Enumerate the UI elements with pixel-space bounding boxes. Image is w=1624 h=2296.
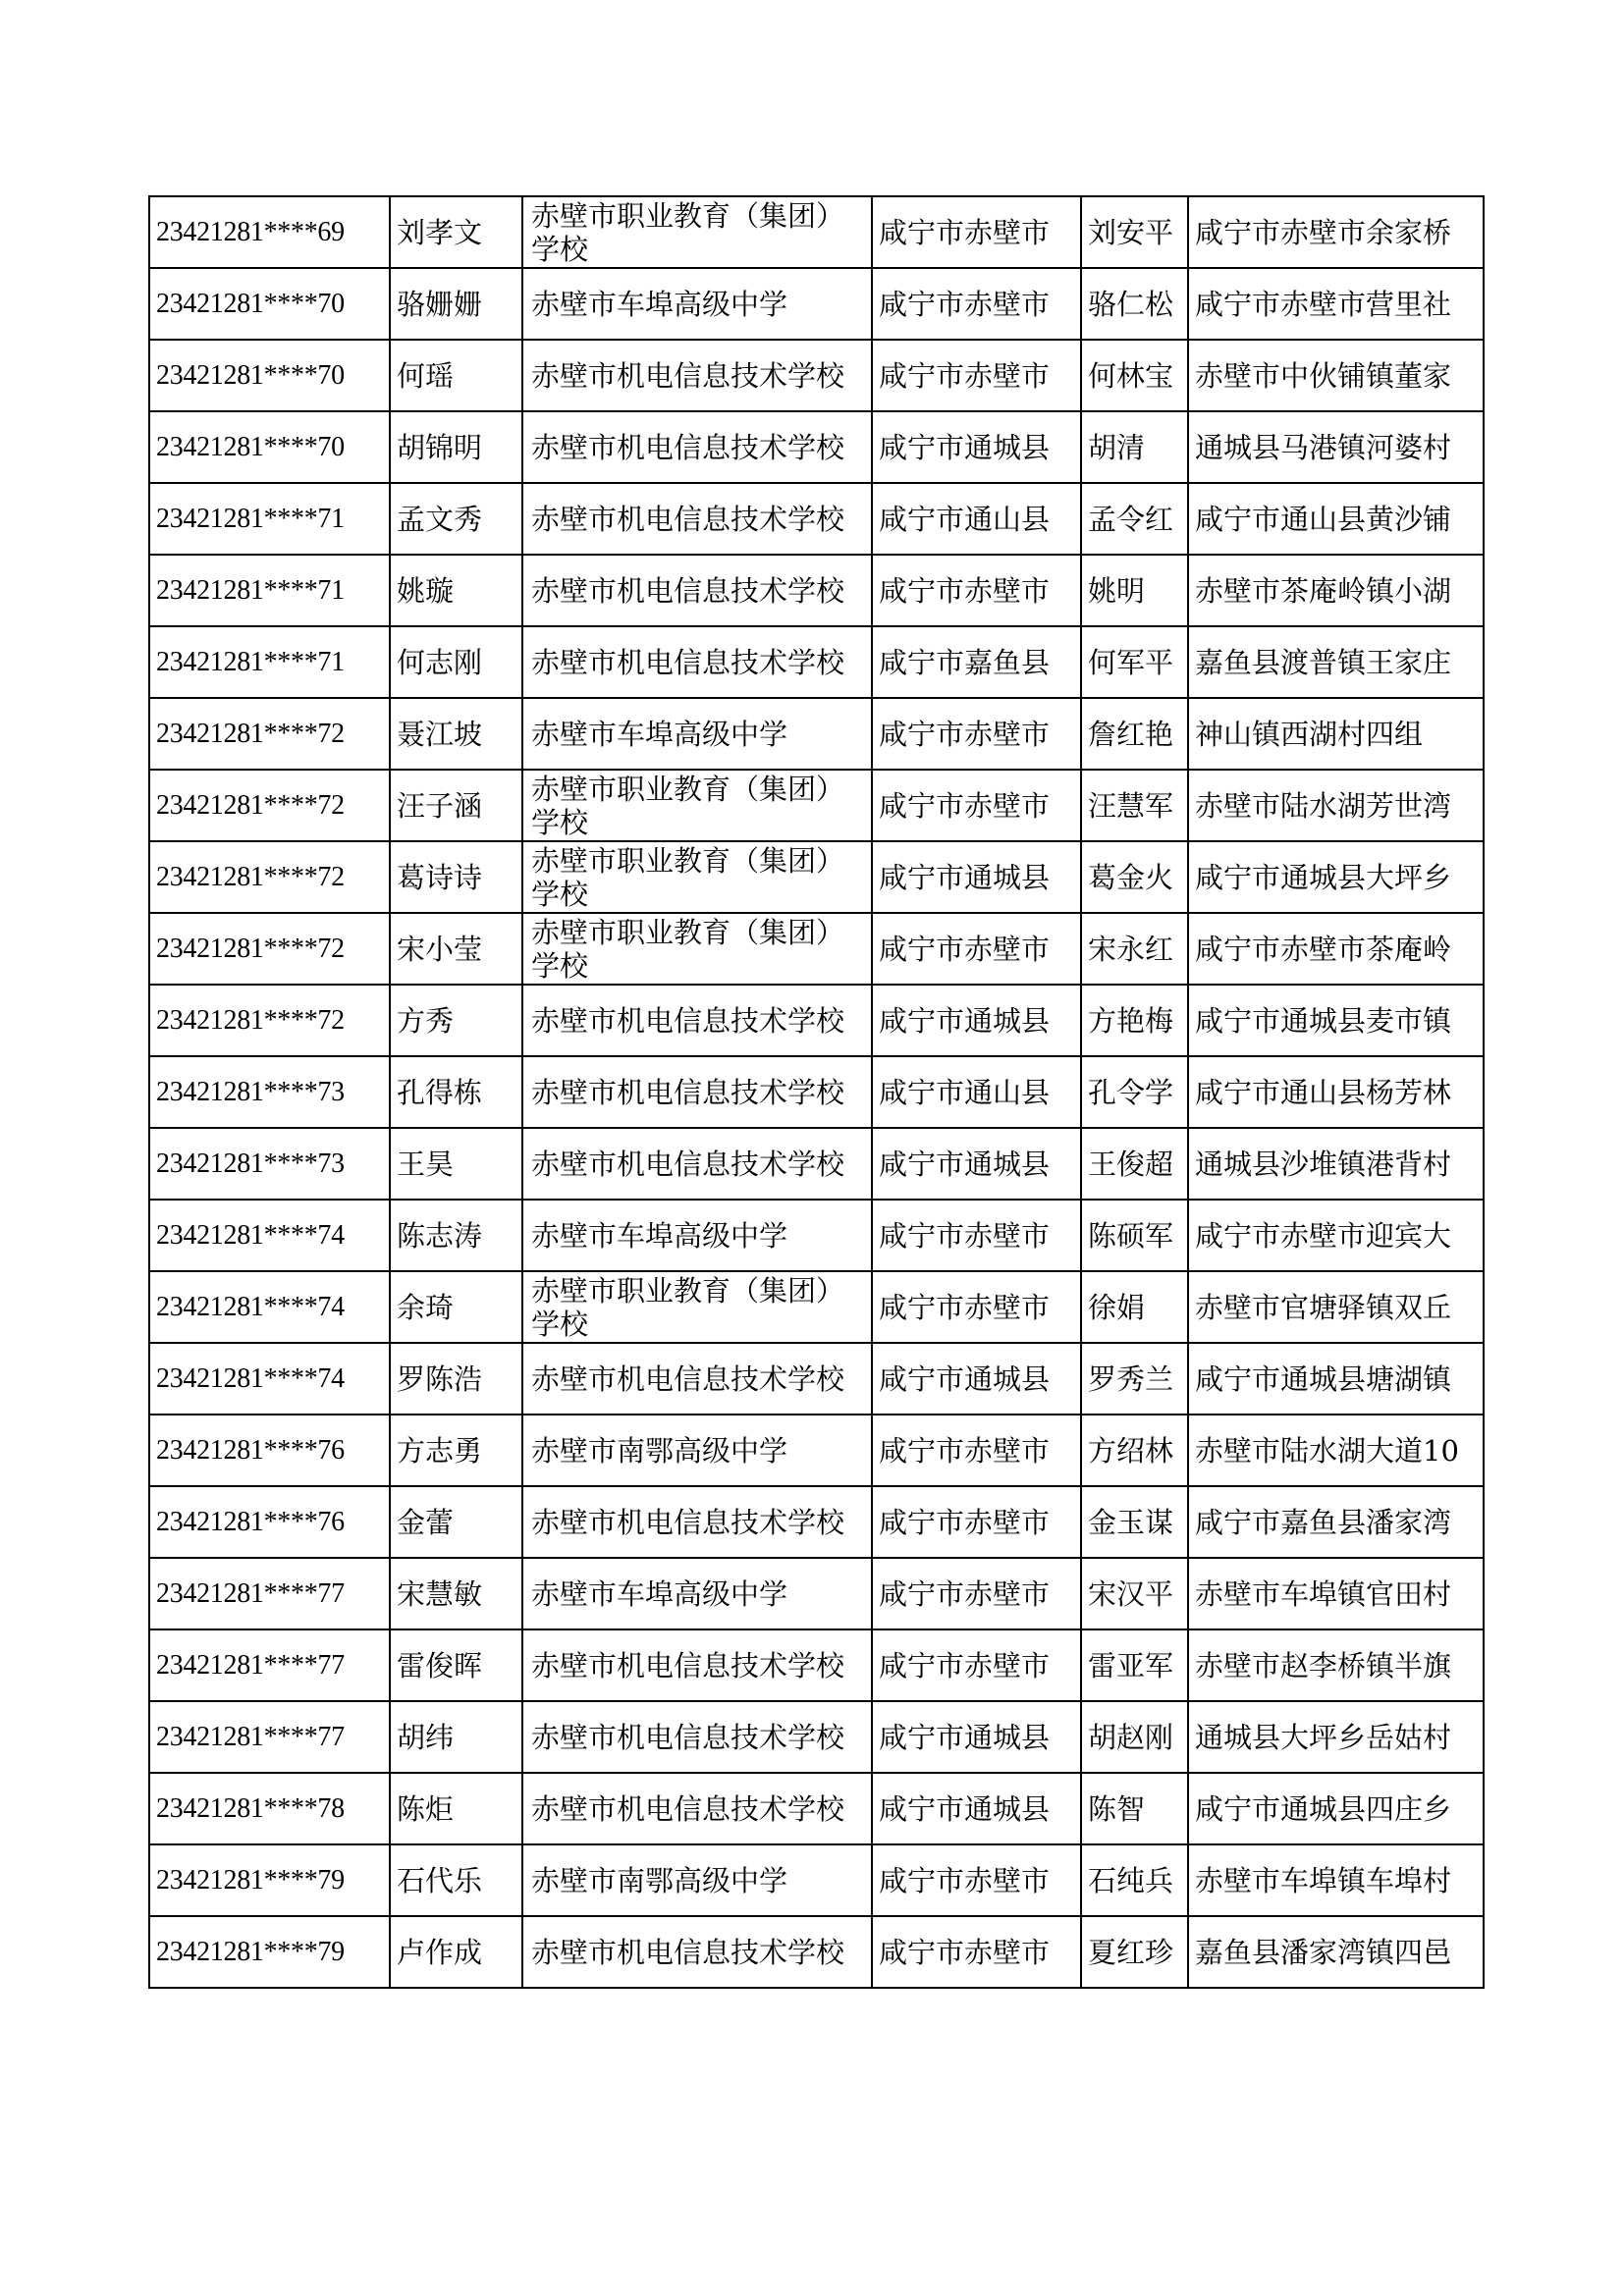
- address-cell: 赤壁市陆水湖大道10: [1188, 1415, 1484, 1486]
- school-cell: 赤壁市车埠高级中学: [522, 698, 872, 770]
- guardian-name-cell: 徐娟: [1081, 1271, 1188, 1343]
- student-name-cell: 余琦: [390, 1271, 522, 1343]
- student-id-cell: 23421281****72: [149, 698, 390, 770]
- address-cell: 咸宁市赤壁市余家桥: [1188, 196, 1484, 268]
- student-name-cell: 姚璇: [390, 555, 522, 626]
- address-cell: 咸宁市赤壁市茶庵岭: [1188, 913, 1484, 985]
- region-cell: 咸宁市赤壁市: [872, 770, 1081, 841]
- student-id-cell: 23421281****72: [149, 770, 390, 841]
- region-cell: 咸宁市通城县: [872, 985, 1081, 1056]
- region-cell: 咸宁市赤壁市: [872, 340, 1081, 411]
- school-cell: 赤壁市机电信息技术学校: [522, 626, 872, 698]
- address-cell: 赤壁市车埠镇官田村: [1188, 1558, 1484, 1629]
- guardian-name-cell: 王俊超: [1081, 1128, 1188, 1200]
- student-id-cell: 23421281****70: [149, 268, 390, 340]
- address-cell: 咸宁市赤壁市营里社: [1188, 268, 1484, 340]
- table-row: [149, 1056, 1484, 1128]
- school-cell: 赤壁市机电信息技术学校: [522, 985, 872, 1056]
- guardian-name-cell: 陈硕军: [1081, 1200, 1188, 1271]
- school-cell: 赤壁市职业教育（集团）学校: [522, 841, 872, 913]
- school-cell: 赤壁市机电信息技术学校: [522, 340, 872, 411]
- guardian-name-cell: 方艳梅: [1081, 985, 1188, 1056]
- guardian-name-cell: 孔令学: [1081, 1056, 1188, 1128]
- address-cell: 赤壁市中伙铺镇董家: [1188, 340, 1484, 411]
- table-row: [149, 770, 1484, 841]
- student-id-cell: 23421281****71: [149, 626, 390, 698]
- student-name-cell: 何志刚: [390, 626, 522, 698]
- guardian-name-cell: 胡清: [1081, 411, 1188, 483]
- student-id-cell: 23421281****73: [149, 1128, 390, 1200]
- student-name-cell: 雷俊晖: [390, 1629, 522, 1701]
- table-row: [149, 985, 1484, 1056]
- region-cell: 咸宁市通山县: [872, 483, 1081, 555]
- table-row: [149, 268, 1484, 340]
- table-row: [149, 841, 1484, 913]
- student-name-cell: 汪子涵: [390, 770, 522, 841]
- student-name-cell: 聂江坡: [390, 698, 522, 770]
- student-name-cell: 金蕾: [390, 1486, 522, 1558]
- address-cell: 通城县马港镇河婆村: [1188, 411, 1484, 483]
- guardian-name-cell: 葛金火: [1081, 841, 1188, 913]
- address-cell: 赤壁市车埠镇车埠村: [1188, 1844, 1484, 1916]
- student-id-cell: 23421281****70: [149, 340, 390, 411]
- student-name-cell: 卢作成: [390, 1916, 522, 1988]
- student-id-cell: 23421281****77: [149, 1558, 390, 1629]
- student-id-cell: 23421281****71: [149, 483, 390, 555]
- table-row: [149, 196, 1484, 268]
- table-row: [149, 411, 1484, 483]
- student-id-cell: 23421281****74: [149, 1271, 390, 1343]
- student-name-cell: 孔得栋: [390, 1056, 522, 1128]
- school-cell: 赤壁市职业教育（集团）学校: [522, 913, 872, 985]
- student-name-cell: 刘孝文: [390, 196, 522, 268]
- address-cell: 咸宁市通城县四庄乡: [1188, 1773, 1484, 1844]
- table-row: [149, 555, 1484, 626]
- region-cell: 咸宁市通城县: [872, 411, 1081, 483]
- region-cell: 咸宁市通城县: [872, 1128, 1081, 1200]
- student-name-cell: 葛诗诗: [390, 841, 522, 913]
- table-row: [149, 1558, 1484, 1629]
- school-cell: 赤壁市机电信息技术学校: [522, 483, 872, 555]
- roster-body: [149, 196, 1484, 1988]
- guardian-name-cell: 詹红艳: [1081, 698, 1188, 770]
- student-id-cell: 23421281****69: [149, 196, 390, 268]
- address-cell: 咸宁市通山县黄沙铺: [1188, 483, 1484, 555]
- student-name-cell: 宋小莹: [390, 913, 522, 985]
- school-cell: 赤壁市车埠高级中学: [522, 1558, 872, 1629]
- table-row: [149, 1773, 1484, 1844]
- table-row: [149, 1486, 1484, 1558]
- table-row: [149, 483, 1484, 555]
- region-cell: 咸宁市赤壁市: [872, 913, 1081, 985]
- table-row: [149, 626, 1484, 698]
- school-cell: 赤壁市机电信息技术学校: [522, 1056, 872, 1128]
- address-cell: 咸宁市嘉鱼县潘家湾: [1188, 1486, 1484, 1558]
- guardian-name-cell: 陈智: [1081, 1773, 1188, 1844]
- guardian-name-cell: 胡赵刚: [1081, 1701, 1188, 1773]
- address-cell: 嘉鱼县潘家湾镇四邑: [1188, 1916, 1484, 1988]
- region-cell: 咸宁市赤壁市: [872, 1271, 1081, 1343]
- region-cell: 咸宁市通城县: [872, 1773, 1081, 1844]
- school-cell: 赤壁市职业教育（集团）学校: [522, 1271, 872, 1343]
- region-cell: 咸宁市赤壁市: [872, 1486, 1081, 1558]
- guardian-name-cell: 雷亚军: [1081, 1629, 1188, 1701]
- guardian-name-cell: 刘安平: [1081, 196, 1188, 268]
- school-cell: 赤壁市机电信息技术学校: [522, 555, 872, 626]
- region-cell: 咸宁市通山县: [872, 1056, 1081, 1128]
- school-cell: 赤壁市机电信息技术学校: [522, 1916, 872, 1988]
- region-cell: 咸宁市赤壁市: [872, 1629, 1081, 1701]
- address-cell: 嘉鱼县渡普镇王家庄: [1188, 626, 1484, 698]
- table-row: [149, 1629, 1484, 1701]
- region-cell: 咸宁市赤壁市: [872, 268, 1081, 340]
- table-row: [149, 1415, 1484, 1486]
- school-cell: 赤壁市机电信息技术学校: [522, 1486, 872, 1558]
- address-cell: 通城县沙堆镇港背村: [1188, 1128, 1484, 1200]
- school-cell: 赤壁市机电信息技术学校: [522, 1629, 872, 1701]
- student-name-cell: 何瑶: [390, 340, 522, 411]
- guardian-name-cell: 金玉谋: [1081, 1486, 1188, 1558]
- guardian-name-cell: 宋汉平: [1081, 1558, 1188, 1629]
- student-name-cell: 王昊: [390, 1128, 522, 1200]
- student-name-cell: 石代乐: [390, 1844, 522, 1916]
- student-id-cell: 23421281****76: [149, 1486, 390, 1558]
- student-roster-table: [148, 195, 1485, 1989]
- region-cell: 咸宁市赤壁市: [872, 698, 1081, 770]
- table-row: [149, 1343, 1484, 1415]
- student-name-cell: 骆姗姗: [390, 268, 522, 340]
- address-cell: 咸宁市通山县杨芳林: [1188, 1056, 1484, 1128]
- table-row: [149, 1844, 1484, 1916]
- school-cell: 赤壁市车埠高级中学: [522, 268, 872, 340]
- student-id-cell: 23421281****73: [149, 1056, 390, 1128]
- address-cell: 咸宁市赤壁市迎宾大: [1188, 1200, 1484, 1271]
- table-row: [149, 1916, 1484, 1988]
- table-row: [149, 1200, 1484, 1271]
- region-cell: 咸宁市通城县: [872, 841, 1081, 913]
- student-id-cell: 23421281****70: [149, 411, 390, 483]
- guardian-name-cell: 石纯兵: [1081, 1844, 1188, 1916]
- student-id-cell: 23421281****77: [149, 1629, 390, 1701]
- address-cell: 赤壁市陆水湖芳世湾: [1188, 770, 1484, 841]
- student-id-cell: 23421281****74: [149, 1200, 390, 1271]
- address-cell: 赤壁市茶庵岭镇小湖: [1188, 555, 1484, 626]
- guardian-name-cell: 孟令红: [1081, 483, 1188, 555]
- student-name-cell: 陈炬: [390, 1773, 522, 1844]
- student-id-cell: 23421281****72: [149, 985, 390, 1056]
- student-id-cell: 23421281****78: [149, 1773, 390, 1844]
- school-cell: 赤壁市职业教育（集团）学校: [522, 770, 872, 841]
- region-cell: 咸宁市嘉鱼县: [872, 626, 1081, 698]
- guardian-name-cell: 方绍林: [1081, 1415, 1188, 1486]
- student-name-cell: 方秀: [390, 985, 522, 1056]
- school-cell: 赤壁市机电信息技术学校: [522, 1343, 872, 1415]
- table-row: [149, 340, 1484, 411]
- region-cell: 咸宁市赤壁市: [872, 1558, 1081, 1629]
- address-cell: 咸宁市通城县麦市镇: [1188, 985, 1484, 1056]
- address-cell: 赤壁市官塘驿镇双丘: [1188, 1271, 1484, 1343]
- table-row: [149, 913, 1484, 985]
- student-name-cell: 方志勇: [390, 1415, 522, 1486]
- student-name-cell: 孟文秀: [390, 483, 522, 555]
- school-cell: 赤壁市机电信息技术学校: [522, 1773, 872, 1844]
- table-row: [149, 1701, 1484, 1773]
- student-id-cell: 23421281****79: [149, 1844, 390, 1916]
- student-id-cell: 23421281****76: [149, 1415, 390, 1486]
- guardian-name-cell: 何林宝: [1081, 340, 1188, 411]
- school-cell: 赤壁市车埠高级中学: [522, 1200, 872, 1271]
- student-name-cell: 陈志涛: [390, 1200, 522, 1271]
- school-cell: 赤壁市南鄂高级中学: [522, 1844, 872, 1916]
- student-name-cell: 罗陈浩: [390, 1343, 522, 1415]
- student-id-cell: 23421281****71: [149, 555, 390, 626]
- address-cell: 赤壁市赵李桥镇半旗: [1188, 1629, 1484, 1701]
- student-name-cell: 胡纬: [390, 1701, 522, 1773]
- table-row: [149, 1271, 1484, 1343]
- guardian-name-cell: 罗秀兰: [1081, 1343, 1188, 1415]
- region-cell: 咸宁市通城县: [872, 1343, 1081, 1415]
- region-cell: 咸宁市赤壁市: [872, 555, 1081, 626]
- student-name-cell: 宋慧敏: [390, 1558, 522, 1629]
- table-row: [149, 1128, 1484, 1200]
- guardian-name-cell: 汪慧军: [1081, 770, 1188, 841]
- school-cell: 赤壁市机电信息技术学校: [522, 411, 872, 483]
- guardian-name-cell: 姚明: [1081, 555, 1188, 626]
- region-cell: 咸宁市赤壁市: [872, 1844, 1081, 1916]
- student-id-cell: 23421281****79: [149, 1916, 390, 1988]
- school-cell: 赤壁市南鄂高级中学: [522, 1415, 872, 1486]
- guardian-name-cell: 骆仁松: [1081, 268, 1188, 340]
- region-cell: 咸宁市赤壁市: [872, 1415, 1081, 1486]
- school-cell: 赤壁市机电信息技术学校: [522, 1128, 872, 1200]
- school-cell: 赤壁市职业教育（集团）学校: [522, 196, 872, 268]
- student-name-cell: 胡锦明: [390, 411, 522, 483]
- student-id-cell: 23421281****72: [149, 841, 390, 913]
- region-cell: 咸宁市通城县: [872, 1701, 1081, 1773]
- address-cell: 神山镇西湖村四组: [1188, 698, 1484, 770]
- student-id-cell: 23421281****77: [149, 1701, 390, 1773]
- student-id-cell: 23421281****72: [149, 913, 390, 985]
- address-cell: 通城县大坪乡岳姑村: [1188, 1701, 1484, 1773]
- guardian-name-cell: 夏红珍: [1081, 1916, 1188, 1988]
- region-cell: 咸宁市赤壁市: [872, 1916, 1081, 1988]
- address-cell: 咸宁市通城县塘湖镇: [1188, 1343, 1484, 1415]
- table-row: [149, 698, 1484, 770]
- address-cell: 咸宁市通城县大坪乡: [1188, 841, 1484, 913]
- school-cell: 赤壁市机电信息技术学校: [522, 1701, 872, 1773]
- region-cell: 咸宁市赤壁市: [872, 196, 1081, 268]
- student-id-cell: 23421281****74: [149, 1343, 390, 1415]
- region-cell: 咸宁市赤壁市: [872, 1200, 1081, 1271]
- guardian-name-cell: 何军平: [1081, 626, 1188, 698]
- guardian-name-cell: 宋永红: [1081, 913, 1188, 985]
